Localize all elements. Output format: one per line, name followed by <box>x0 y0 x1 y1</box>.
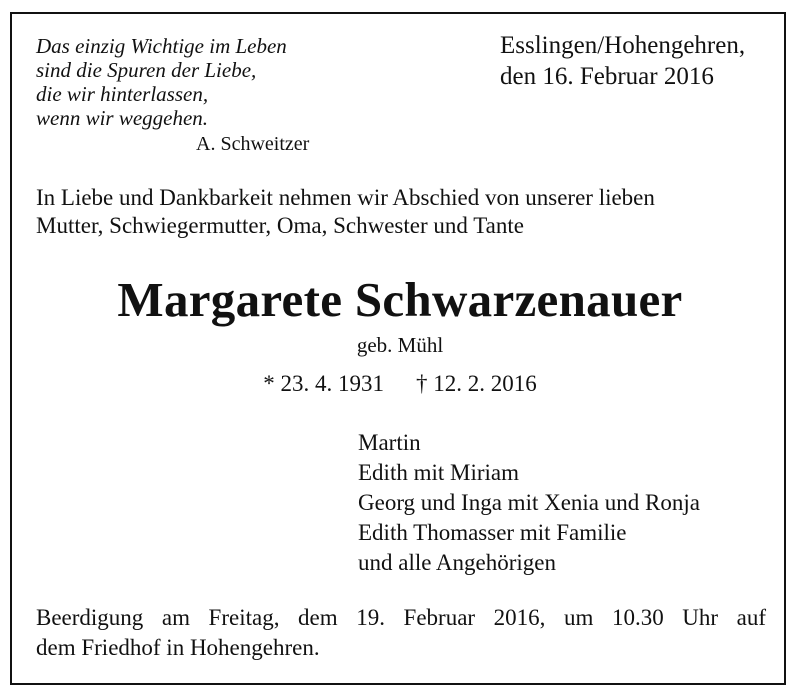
funeral-info <box>36 603 766 663</box>
life-dates <box>0 370 800 398</box>
quote-author: A. Schweitzer <box>196 133 310 155</box>
maiden-name: geb. Mühl <box>356 333 444 357</box>
mourner-line: Edith Thomasser mit Familie <box>358 520 627 545</box>
mourner-line: Edith mit Miriam <box>358 460 519 485</box>
death-date: † 12. 2. 2016 <box>416 371 537 396</box>
quote-block <box>36 34 309 156</box>
date: den 16. Februar 2016 <box>500 63 714 90</box>
mourners-list <box>358 428 700 578</box>
mourner-line: Martin <box>358 430 421 455</box>
quote-line: Das einzig Wichtige im Leben <box>36 34 287 58</box>
quote-line: sind die Spuren der Liebe, <box>36 58 257 82</box>
deceased-name: Margarete Schwarzenauer <box>117 272 683 327</box>
place-date-block <box>500 30 745 92</box>
birth-date: * 23. 4. 1931 <box>263 371 384 396</box>
place: Esslingen/Hohengehren, <box>500 32 746 59</box>
funeral-line: Beerdigung am Freitag, dem 19. Februar 2016, um 10.30 Uhr auf <box>36 605 766 630</box>
intro-line: In Liebe und Dankbarkeit nehmen wir Abschied von unserer lieben <box>36 185 655 210</box>
funeral-line: dem Friedhof in Hohengehren. <box>36 635 320 660</box>
intro-text <box>36 184 655 240</box>
intro-line: Mutter, Schwiegermutter, Oma, Schwester und Tante <box>36 213 524 238</box>
quote-line: die wir hinterlassen, <box>36 82 209 106</box>
quote-line: wenn wir weggehen. <box>36 106 209 130</box>
mourner-line: Georg und Inga mit Xenia und Ronja <box>358 490 700 515</box>
mourner-line: und alle Angehörigen <box>358 550 557 575</box>
